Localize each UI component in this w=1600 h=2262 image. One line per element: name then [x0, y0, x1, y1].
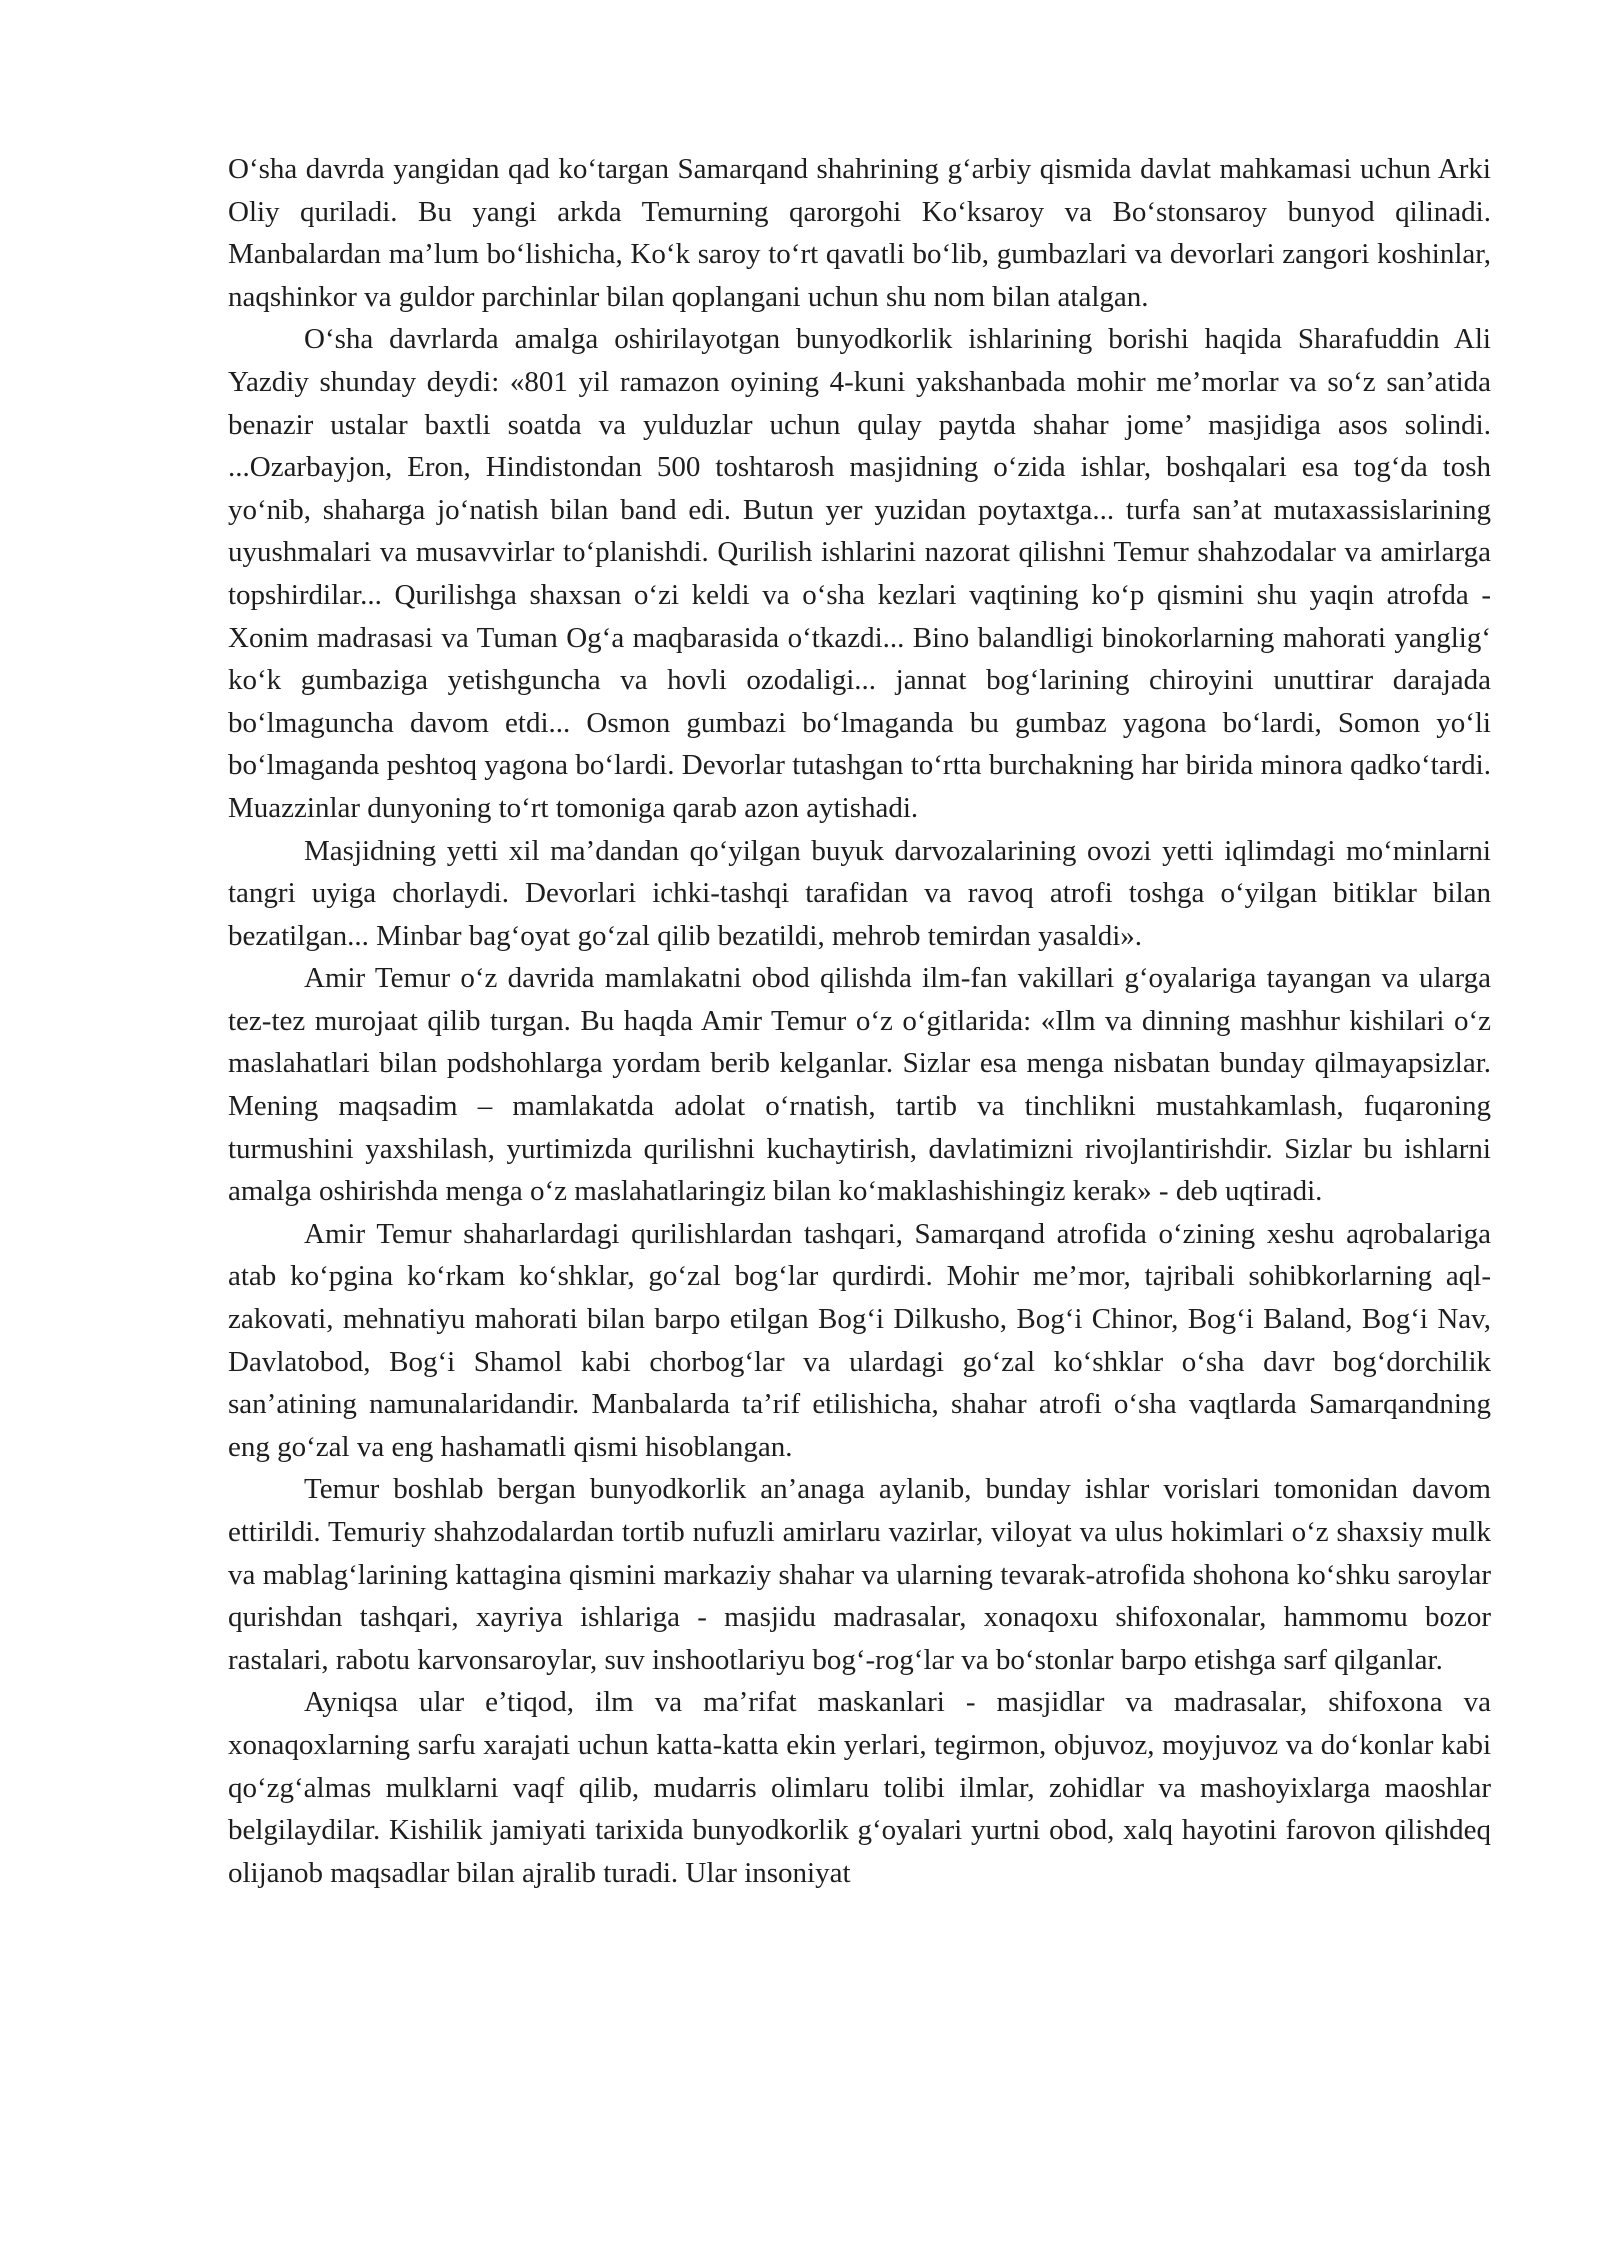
- paragraph-2: O‘sha davrlarda amalga oshirilayotgan bunyodkorlik ishlarining borishi haqida Sharafuddin Ali Yazdiy shunday deydi: «801 yil ramazon oyining 4-kuni yakshanbada mohir me’morlar va so‘z san’atida benazir ustalar baxtli soatda va yulduzlar uchun qulay paytda shahar jome’ masjidiga asos solindi. ...Ozarbayjon, Eron, Hindistondan 500 toshtarosh masjidning o‘zida ishlar, boshqalari esa tog‘da tosh yo‘nib, shaharga jo‘natish bilan band edi. Butun yer yuzidan poytaxtga... turfa san’at mutaxassislarining uyushmalari va musavvirlar to‘planishdi. Qurilish ishlarini nazorat qilishni Temur shahzodalar va amirlarga topshirdilar... Qurilishga shaxsan o‘zi keldi va o‘sha kezlari vaqtining ko‘p qismini shu yaqin atrofda - Xonim madrasasi va Tuman Og‘a maqbarasida o‘tkazdi... Bino balandligi binokorlarning mahorati yanglig‘ ko‘k gumbaziga yetishguncha va hovli ozodaligi... jannat bog‘larining chiroyini unuttirar darajada bo‘lmaguncha davom etdi... Osmon gumbazi bo‘lmaganda bu gumbaz yagona bo‘lardi, Somon yo‘li bo‘lmaganda peshtoq yagona bo‘lardi. Devorlar tutashgan to‘rtta burchakning har birida minora qadko‘tardi. Muazzinlar dunyoning to‘rt tomoniga qarab azon aytishadi.: [228, 323, 1491, 824]
- paragraph-5: Amir Temur shaharlardagi qurilishlardan tashqari, Samarqand atrofida o‘zining xeshu aqrobalariga atab ko‘pgina ko‘rkam ko‘shklar, go‘zal bog‘lar qurdirdi. Mohir me’mor, tajribali sohibkorlarning aql-zakovati, mehnatiyu mahorati bilan barpo etilgan Bog‘i Dilkusho, Bog‘i Chinor, Bog‘i Baland, Bog‘i Nav, Davlatobod, Bog‘i Shamol kabi chorbog‘lar va ulardagi go‘zal ko‘shklar o‘sha davr bog‘dorchilik san’atining namunalaridandir. Manbalarda ta’rif etilishicha, shahar atrofi o‘sha vaqtlarda Samarqandning eng go‘zal va eng hashamatli qismi hisoblangan.: [228, 1217, 1491, 1463]
- paragraph-3: Masjidning yetti xil ma’dandan qo‘yilgan buyuk darvozalarining ovozi yetti iqlimdagi mo‘minlarni tangri uyiga chorlaydi. Devorlari ichki-tashqi tarafidan va ravoq atrofi toshga o‘yilgan bitiklar bilan bezatilgan... Minbar bag‘oyat go‘zal qilib bezatildi, mehrob temirdan yasaldi».: [228, 834, 1491, 952]
- document-page: [228, 148, 1491, 1894]
- paragraph-7: Ayniqsa ular e’tiqod, ilm va ma’rifat maskanlari - masjidlar va madrasalar, shifoxona va xonaqoxlarning sarfu xarajati uchun katta-katta ekin yerlari, tegirmon, objuvoz, moyjuvoz va do‘konlar kabi qo‘zg‘almas mulklarni vaqf qilib, mudarris olimlaru tolibi ilmlar, zohidlar va mashoyixlarga maoshlar belgilaydilar. Kishilik jamiyati tarixida bunyodkorlik g‘oyalari yurtni obod, xalq hayotini farovon qilishdeq olijanob maqsadlar bilan ajralib turadi. Ular insoniyat: [228, 1686, 1491, 1889]
- paragraph-6: Temur boshlab bergan bunyodkorlik an’anaga aylanib, bunday ishlar vorislari tomonidan davom ettirildi. Temuriy shahzodalardan tortib nufuzli amirlaru vazirlar, viloyat va ulus hokimlari o‘z shaxsiy mulk va mablag‘larining kattagina qismini markaziy shahar va ularning tevarak-atrofida shohona ko‘shku saroylar qurishdan tashqari, xayriya ishlariga - masjidu madrasalar, xonaqoxu shifoxonalar, hammomu bozor rastalari, rabotu karvonsaroylar, suv inshootlariyu bog‘-rog‘lar va bo‘stonlar barpo etishga sarf qilganlar.: [228, 1473, 1491, 1676]
- paragraph-4: Amir Temur o‘z davrida mamlakatni obod qilishda ilm-fan vakillari g‘oyalariga tayangan va ularga tez-tez murojaat qilib turgan. Bu haqda Amir Temur o‘z o‘gitlarida: «Ilm va dinning mashhur kishilari o‘z maslahatlari bilan podshohlarga yordam berib kelganlar. Sizlar esa menga nisbatan bunday qilmayapsizlar. Mening maqsadim – mamlakatda adolat o‘rnatish, tartib va tinchlikni mustahkamlash, fuqaroning turmushini yaxshilash, yurtimizda qurilishni kuchaytirish, davlatimizni rivojlantirishdir. Sizlar bu ishlarni amalga oshirishda menga o‘z maslahatlaringiz bilan ko‘maklashishingiz kerak» - deb uqtiradi.: [228, 962, 1491, 1208]
- paragraph-1: O‘sha davrda yangidan qad ko‘targan Samarqand shahrining g‘arbiy qismida davlat mahkamasi uchun Arki Oliy quriladi. Bu yangi arkda Temurning qarorgohi Ko‘ksaroy va Bo‘stonsaroy bunyod qilinadi. Manbalardan ma’lum bo‘lishicha, Ko‘k saroy to‘rt qavatli bo‘lib, gumbazlari va devorlari zangori koshinlar, naqshinkor va guldor parchinlar bilan qoplangani uchun shu nom bilan atalgan.: [228, 153, 1491, 313]
